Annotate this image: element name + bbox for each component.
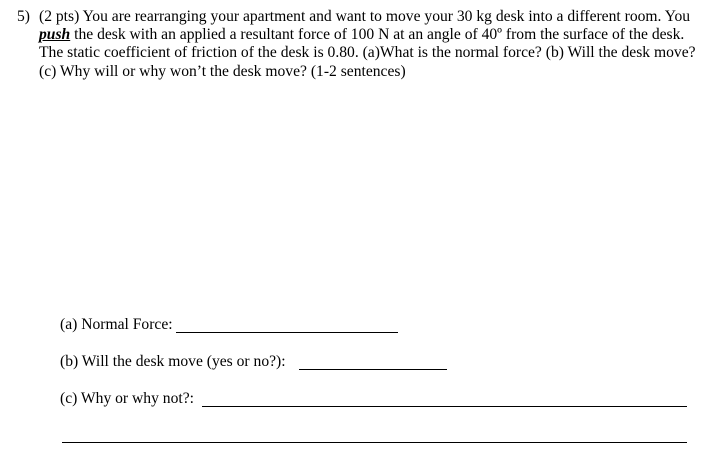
question-text-part2: the desk with an applied a resultant force of 100 N at an angle of 40º from the surface of the desk. The static coefficient of friction of the desk is 0.80. (a)What is the normal force? (b) Will the desk move? (c) Why will or why won’t the desk move? (1-2 sentences) [39, 26, 696, 80]
answer-c-blank-line2[interactable] [62, 442, 687, 443]
question-text-part1: You are rearranging your apartment and want to move your 30 kg desk into a different room. You [79, 8, 691, 25]
answer-c-label: (c) Why or why not?: [60, 390, 194, 407]
question-points: (2 pts) [39, 8, 80, 25]
answer-a-label: (a) Normal Force: [60, 316, 173, 333]
question-5 [17, 8, 697, 81]
emphasized-word-push: push [39, 26, 71, 44]
question-number: 5) [17, 8, 30, 25]
answer-c-blank-line1[interactable] [202, 406, 687, 407]
answer-b-blank[interactable] [299, 369, 447, 370]
answer-a-blank[interactable] [176, 332, 398, 333]
answer-b-label: (b) Will the desk move (yes or no?): [60, 353, 286, 370]
question-text [39, 8, 704, 81]
